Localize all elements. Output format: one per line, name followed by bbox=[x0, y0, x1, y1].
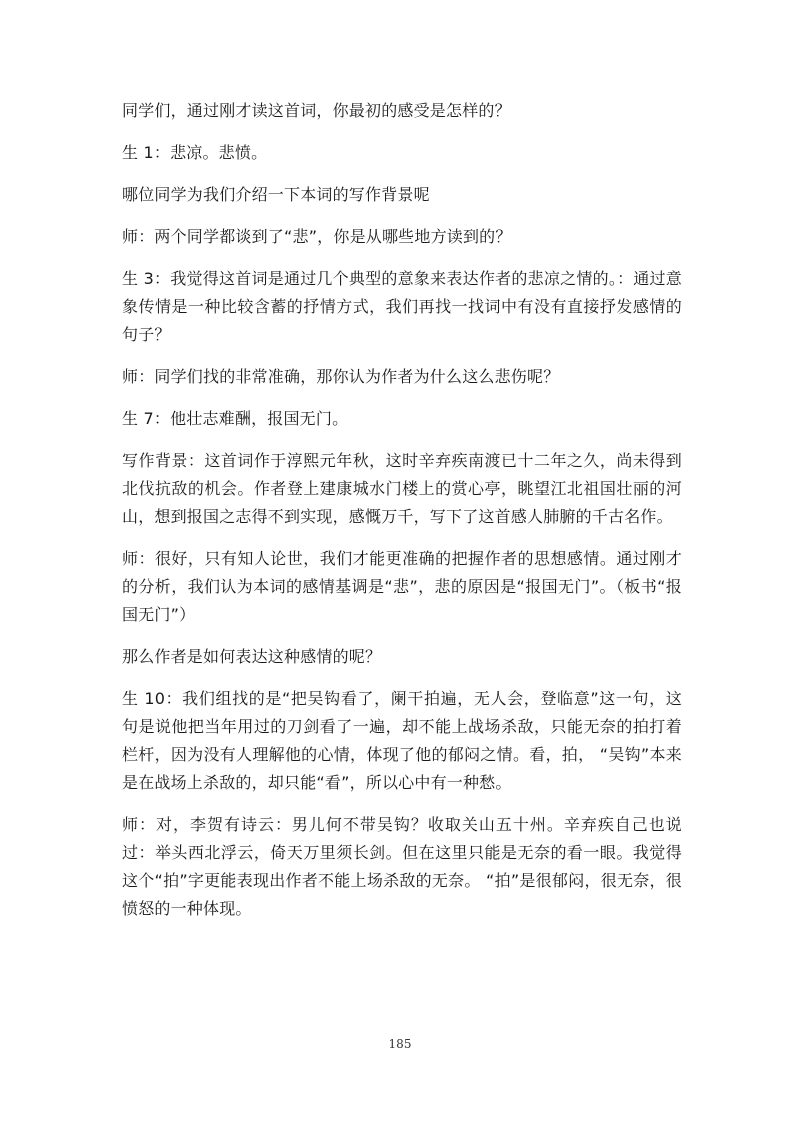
page-number: 185 bbox=[388, 1037, 412, 1051]
paragraph-how-express: 那么作者是如何表达这种感情的呢？ bbox=[122, 647, 382, 666]
paragraph-question-first-impression: 同学们，通过刚才读这首词，你最初的感受是怎样的？ bbox=[122, 101, 511, 120]
paragraph-student-1-answer: 生 1：悲凉。悲愤。 bbox=[122, 143, 268, 162]
paragraph-background-question: 哪位同学为我们介绍一下本词的写作背景呢 bbox=[122, 185, 430, 204]
paragraph-teacher-li-he: 师：对，李贺有诗云：男儿何不带吴钩？收取关山五十州。辛弃疾自己也说过：举头西北浮云，倚天万里须长剑。但在这里只能是无奈的看一眼。我觉得这个“拍”字更能表现出作者不能上场杀敌的无奈。 “拍”是很郁闷，很无奈，很愤怒的一种体现。 bbox=[122, 815, 682, 918]
paragraph-writing-background: 写作背景：这首词作于淳熙元年秋，这时辛弃疾南渡已十二年之久，尚未得到北伐抗敌的机会。作者登上建康城水门楼上的赏心亭，眺望江北祖国壮丽的河山，想到报国之志得不到实现，感慨万千，写下了这首感人肺腑的千古名作。 bbox=[122, 451, 682, 526]
paragraph-teacher-summary: 师：很好，只有知人论世，我们才能更准确的把握作者的思想感情。通过刚才的分析，我们认为本词的感情基调是“悲”，悲的原因是“报国无门”。（板书“报国无门”） bbox=[122, 549, 682, 624]
paragraph-student-7-answer: 生 7：他壮志难酬，报国无门。 bbox=[122, 409, 349, 428]
paragraph-student-3-answer: 生 3：我觉得这首词是通过几个典型的意象来表达作者的悲凉之情的。：通过意象传情是一种比较含蓄的抒情方式，我们再找一找词中有没有直接抒发感情的句子？ bbox=[122, 269, 682, 344]
document-body bbox=[122, 97, 682, 937]
paragraph-teacher-why-sad: 师：同学们找的非常准确，那你认为作者为什么这么悲伤呢？ bbox=[122, 367, 560, 386]
paragraph-student-10-answer: 生 10：我们组找的是“把吴钩看了，阑干拍遍，无人会，登临意”这一句，这句是说他把当年用过的刀剑看了一遍，却不能上战场杀敌，只能无奈的拍打着栏杆，因为没有人理解他的心情，体现了他的郁闷之情。看，拍， “吴钩”本来是在战场上杀敌的，却只能“看”，所以心中有一种愁。 bbox=[122, 689, 682, 792]
paragraph-teacher-where-read: 师：两个同学都谈到了“悲”，你是从哪些地方读到的？ bbox=[122, 227, 512, 246]
